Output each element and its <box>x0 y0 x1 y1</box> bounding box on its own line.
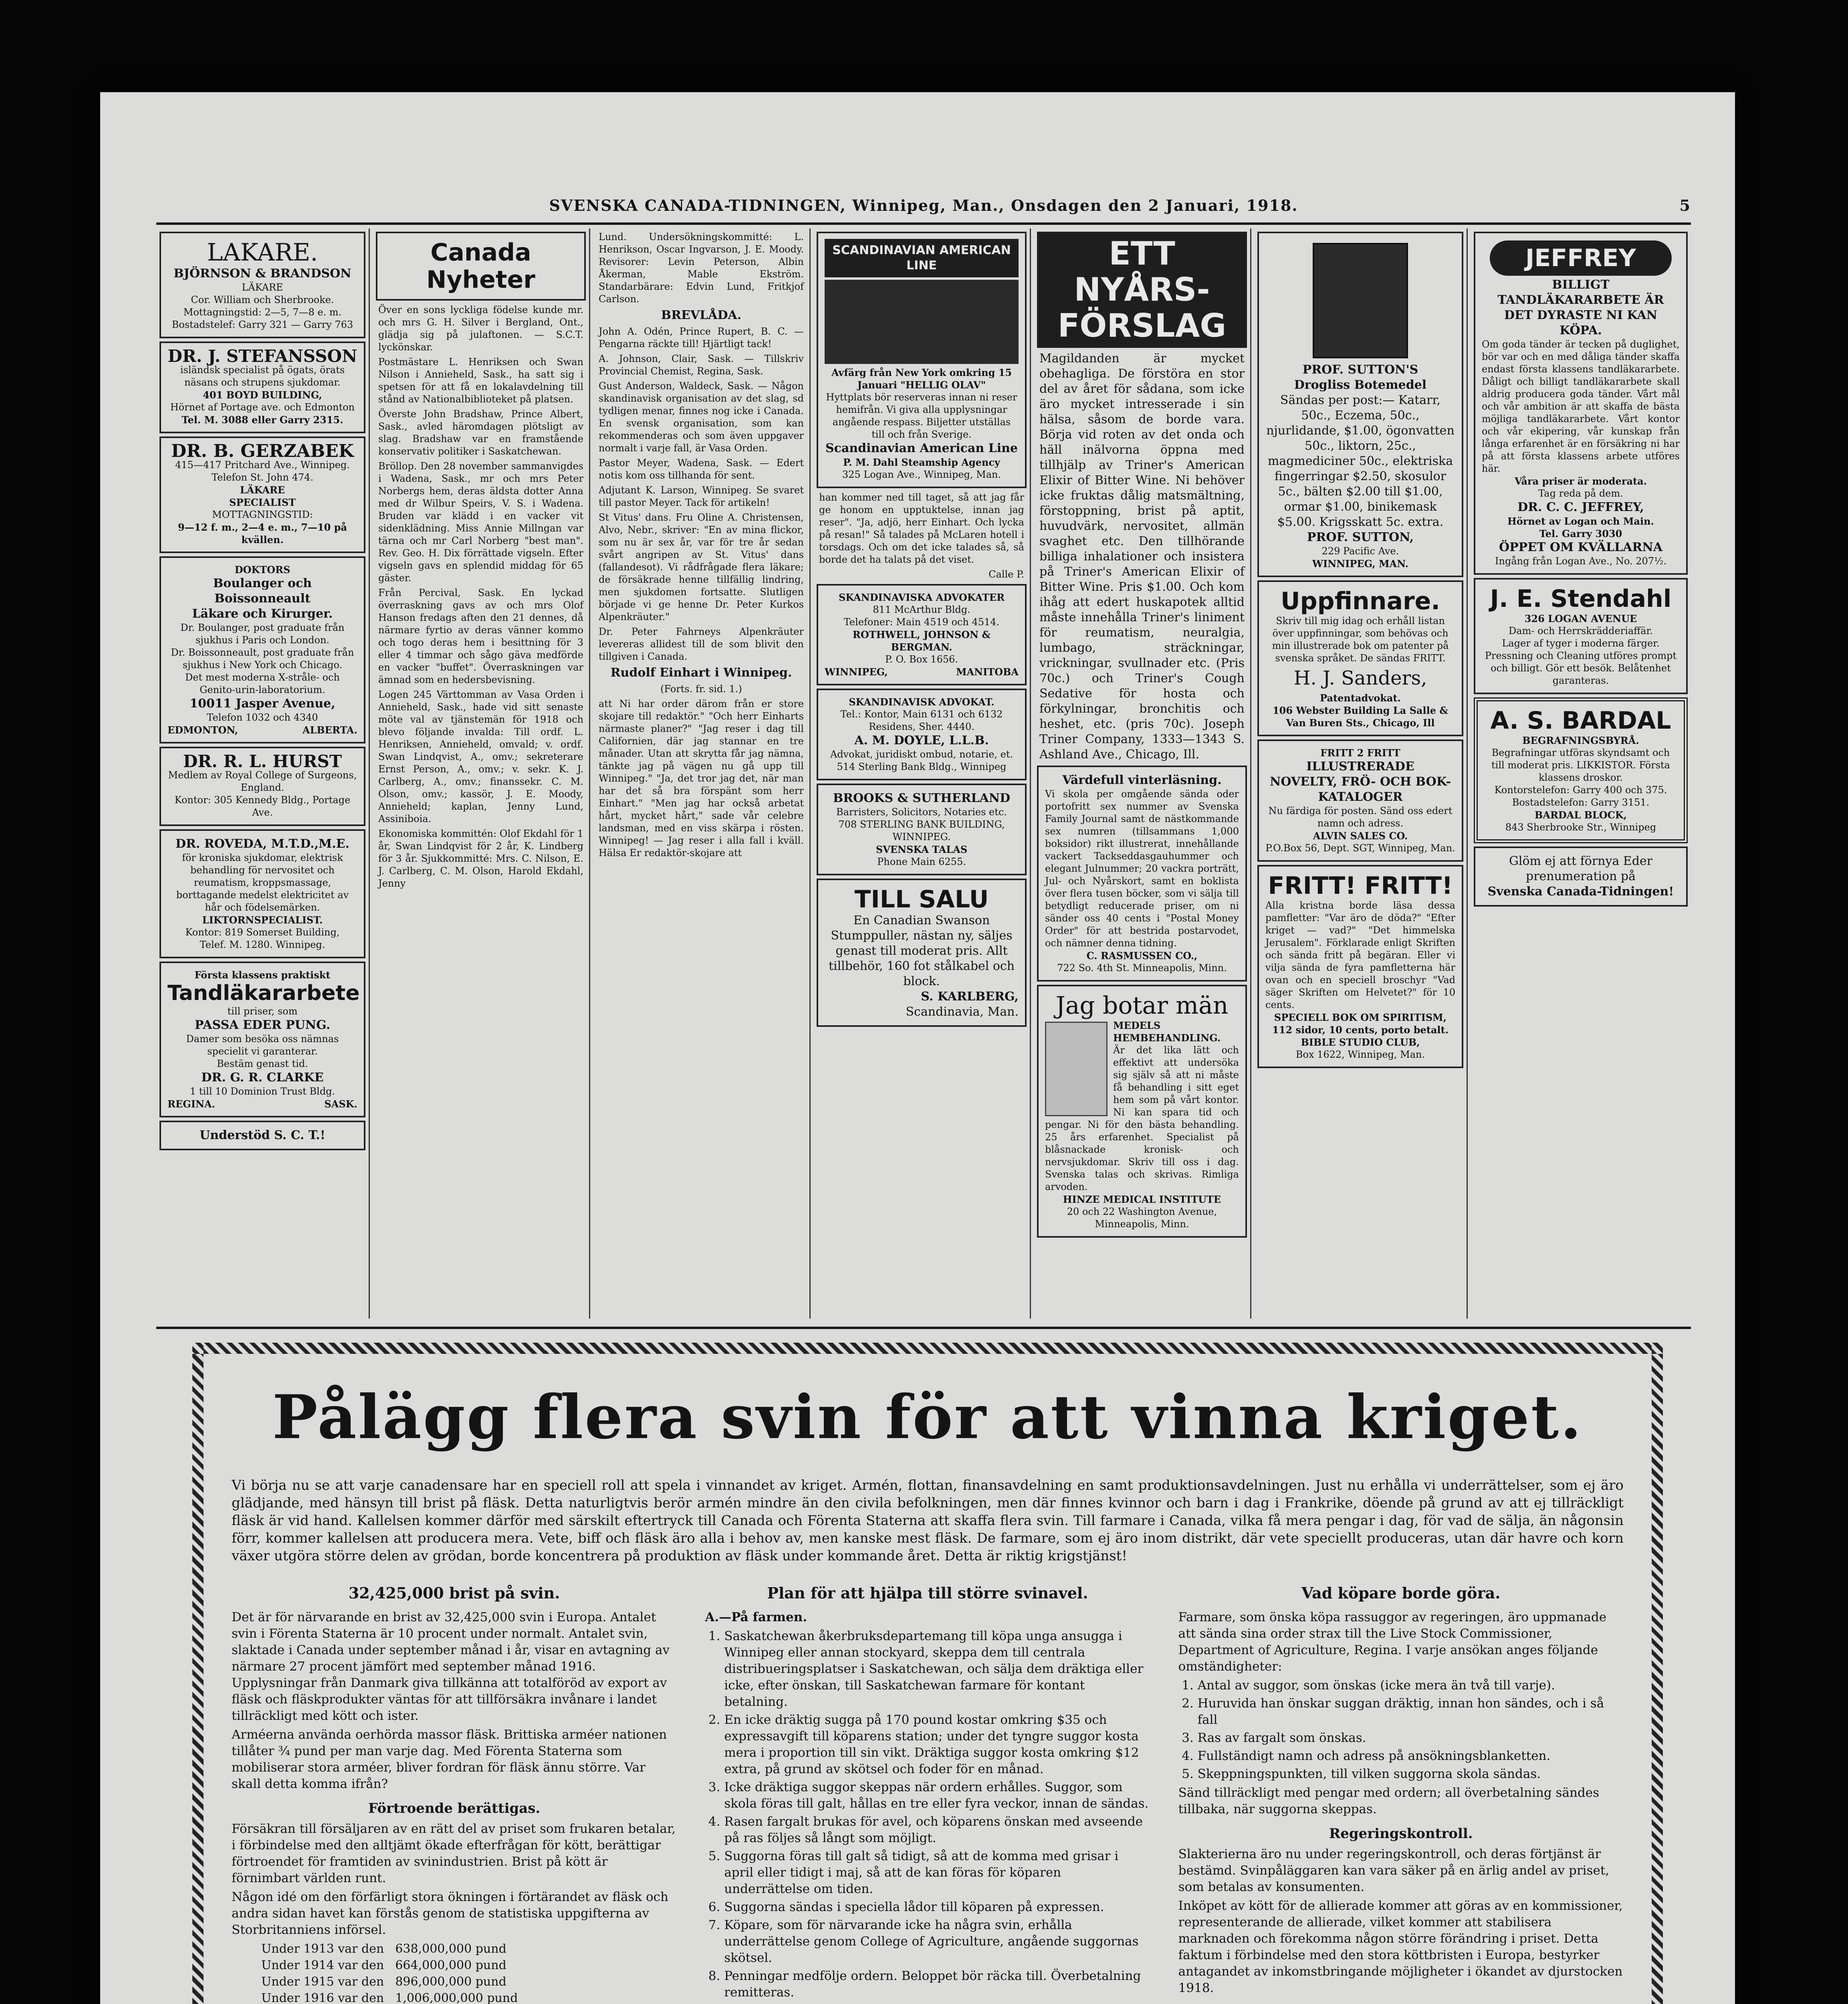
list-item: 7. Köpare, som för närvarande icke ha några svin, erhålla underrättelse genom College of Agriculture, angående suggornas skötsel. <box>724 1917 1150 1966</box>
hurst-name: DR. R. L. HURST <box>183 752 342 771</box>
table-cell: 664,000,000 pund <box>395 1958 506 1972</box>
adv-names: ROTHWELL, JOHNSON & BERGMAN. <box>852 629 991 653</box>
understod-ad: Understöd S. C. T.! <box>159 1121 365 1150</box>
canada-nyheter-title: Canada Nyheter <box>376 232 586 301</box>
salu-name: S. KARLBERG, <box>921 990 1019 1004</box>
jeffrey-pris: Våra priser är moderata. <box>1514 475 1647 487</box>
adv-addr: 811 McArthur Bldg. <box>873 604 970 615</box>
fritt-addr: P.O.Box 56, Dept. SGT, Winnipeg, Man. <box>1265 842 1455 854</box>
svin-title: Pålägg flera svin för att vinna kriget. <box>272 1382 1583 1452</box>
bardal-addr: 843 Sherbrooke Str., Winnipeg <box>1505 822 1656 833</box>
list-item: 1. Antal av suggor, som önskas (icke mera än två till varje). <box>1198 1677 1624 1694</box>
brist-p1: Det är för närvarande en brist av 32,425,000 svin i Europa. Antalet svin i Förenta Staterna är 10 procent under normalt. Antalet svin, slaktade i Canada under september månad i år, visar en avtagning av närmare 27 procent jämfört med september månad 1916. Upplysningar från Danmark giva tillkänna att totalföröd av export av fläsk och fläskprodukter väntas för att tillförsäkra invånare i landet tillräckligt med kött och ister. <box>232 1610 670 1723</box>
canada-nyheter-body <box>373 304 589 890</box>
table-cell: Under 1914 var den <box>261 1958 384 1972</box>
sutton-title: PROF. SUTTON'S <box>1302 363 1418 377</box>
ad-scandinavian-line <box>817 232 1027 488</box>
column-sutton <box>1254 228 1468 1319</box>
uppf-title: Uppfinnare. <box>1280 587 1440 615</box>
ad-sutton <box>1257 232 1463 577</box>
doktors-title: DOKTORS <box>234 564 291 576</box>
scand-line: Scandinavian American Line <box>825 441 1018 455</box>
fritt-title: NOVELTY, FRÖ- OCH BOK-KATALOGER <box>1269 775 1451 804</box>
brooks-role: Barristers, Solicitors, Notaries etc. <box>836 806 1007 818</box>
sutton-addr: 229 Pacific Ave. <box>1321 545 1399 557</box>
adv-box: P. O. Box 1656. <box>885 654 958 665</box>
ad-stefansson <box>159 341 365 433</box>
stendahl-addr: 326 LOGAN AVENUE <box>1524 613 1637 624</box>
ad-brooks <box>817 784 1027 875</box>
einhart-sign: Calle P. <box>989 569 1024 580</box>
fritt2-addr: Box 1622, Winnipeg, Man. <box>1295 1049 1425 1060</box>
news-p7: Ekonomiska kommittén: Olof Ekdahl för 1 år, Swan Lindqvist för 2 år, K. Lindberg för 3 år. Sjukkommitté: Mrs. C. Nilson, E. J. Carlberg, C. M. Olson, Harold Ekdahl, Jenny <box>378 828 583 889</box>
doctor-portrait <box>1045 1022 1108 1116</box>
gerzabek-hours: 9—12 f. m., 2—4 e. m., 7—10 på kvällen. <box>178 521 347 545</box>
news-p3: Överste John Bradshaw, Prince Albert, Sask., avled häromdagen plötsligt av slag. Bradshaw var en framstående konservativ politiker i Saskatchewan. <box>378 408 583 457</box>
sutton-portrait <box>1313 243 1408 358</box>
column-canada-nyheter <box>373 228 590 1319</box>
fritt-ill: ILLUSTRERADE <box>1306 760 1414 774</box>
salu-text: En Canadian Swanson Stumppuller, nästan ny, säljes genast till moderat pris. Allt tillbehör, 160 fot stålkabel och block. <box>828 913 1015 988</box>
ad-bardal <box>1474 697 1688 843</box>
jeffrey-name: DR. C. C. JEFFREY, <box>1517 500 1644 514</box>
bjornson-addr: Cor. William och Sherbrooke. <box>191 294 334 305</box>
roveda-addr: Kontor: 819 Somerset Building, <box>185 927 340 938</box>
stefansson-tel: Tel. M. 3088 eller Garry 2315. <box>182 414 343 426</box>
roveda-name: DR. ROVEDA, M.T.D.,M.E. <box>175 837 350 851</box>
doktors-line2: Dr. Boissonneault, post graduate från sjukhus i New York och Chicago. <box>171 647 354 671</box>
bjornson-hours: Mottagningstid: 2—5, 7—8 e. m. <box>183 307 342 318</box>
adv-title: SKANDINAVISKA ADVOKATER <box>838 592 1005 603</box>
lakare-heading: LAKARE. <box>207 238 318 267</box>
import-table <box>256 1941 523 2004</box>
bardal-text: Begrafningar utföras skyndsamt och till moderat pris. LIKKISTOR. Första klassens droskor. <box>1491 747 1670 783</box>
fritt2-book: SPECIELL BOK OM SPIRITISM, 112 sidor, 10 cents, porto betalt. <box>1272 1012 1449 1036</box>
clarke-title: Tandläkararbete <box>167 981 360 1005</box>
ad-stendahl <box>1474 578 1688 694</box>
rudolf-sub: (Forts. fr. sid. 1.) <box>660 683 742 695</box>
ad-prenumeration <box>1474 846 1688 907</box>
brist-p3: Försäkran till försäljaren av en rätt del av priset som frukaren betalar, i förbindelse med den alltjämt ökade efterfrågan för kött, berättigar förtroendet för framtiden av svinindustrien. Brist på kött är förnimbart världen runt. <box>232 1822 676 1885</box>
vard-name: C. RASMUSSEN CO., <box>1086 950 1198 962</box>
bjornson-tel: Bostadstelef: Garry 321 — Garry 763 <box>171 319 353 330</box>
clarke-passa: PASSA EDER PUNG. <box>194 1018 331 1032</box>
ad-uppfinnare <box>1257 580 1463 736</box>
scand-title: SCANDINAVIAN AMERICAN LINE <box>825 239 1019 277</box>
masthead-rule <box>156 222 1691 225</box>
list-item: 5. Suggorna föras till galt så tidigt, så att de komma med grisar i april eller tidigt i maj, så att de kan föras för köparen underrättelse om tiden. <box>724 1848 1150 1897</box>
kopare-p1: Farmare, som önska köpa rassuggor av regeringen, äro uppmanade att sända sina order strax till the Live Stock Commissioner, Department of Agriculture, Regina. I varje ansökan anges följande omständigheter: <box>1178 1610 1607 1674</box>
ship-image <box>825 280 1019 364</box>
clarke-prov: SASK. <box>324 1098 357 1110</box>
column-nyarsforslag <box>1034 228 1251 1319</box>
hurst-desc: Medlem av Royal College of Surgeons, England. <box>168 770 357 793</box>
brist-p2: Arméerna använda oerhörda massor fläsk. Brittiska arméer nationen tillåter ¾ pund per man varje dag. Med Förenta Staterna som mobiliserar stora arméer, bliver fordran för fläsk ännu större. Var skall detta komma ifrån? <box>232 1727 667 1791</box>
sutton-sub: Drogliss Botemedel <box>1294 378 1427 392</box>
salu-title: TILL SALU <box>854 885 989 913</box>
list-item: 8. Penningar medfölje ordern. Beloppet bör räcka till. Överbetalning remitteras. <box>724 1968 1150 2001</box>
ad-doyle <box>817 689 1027 780</box>
brooks-name: BROOKS & SUTHERLAND <box>833 791 1011 805</box>
doktors-city-row <box>167 724 357 736</box>
stefansson-bldg: 401 BOYD BUILDING, <box>203 389 322 401</box>
news-p6: Logen 245 Värttomman av Vasa Orden i Annieheld, Sask., hade vid sitt senaste möte val av tjänstemän för 1918 och blevo följande invalda: Till ordf. L. Henriksen, Annieheld, omvald; v. ordf. Swan Lindqvist, A., omv.; sekreterare Ernst Person, A., omv.; v. sekr. K. J. Carlberg, A., omv.; finanssekr. C. M. Olson, omv.; kassör, J. E. Moody, Annieheld; kaplan, Jenny Lund, Assiniboia. <box>378 689 583 824</box>
list-item: 4. Fullständigt namn och adress på ansökningsblanketten. <box>1198 1748 1624 1764</box>
gerzabek-specialist: SPECIALIST <box>229 497 296 508</box>
jeffrey-tel: Tel. Garry 3030 <box>1539 528 1622 539</box>
gerzabek-mott: MOTTAGNINGSTID: <box>212 509 313 520</box>
glom-text: Glöm ej att förnya Eder prenumeration på <box>1509 854 1653 883</box>
nyars-text: Magildanden är mycket obehagliga. De förstöra en stor del av året för sådana, som icke äro mycket intresserade i sin hälsa, såsom de borde vara. Börja vid roten av det onda och häll inälvorna öppna med tillhjälp av Triner's American Elixir of Bitter Wine. Ni behöver icke fruktas dålig matsmältning, förstoppning, brist på aptit, huvudvärk, nervositet, allmän svaghet etc. Den tillhörande billiga inhalationer och insistera på Triner's American Elixir of Bitter Wine. Pris $1.00. Och kom ihåg att edert huskapotek alltid måste innehålla Triner's liniment för reumatism, neuralgia, lumbago, sträckningar, vrickningar, svullnader etc. (Pris 70c.) och Triner's Cough Sedative för hosta och förkylningar, bronchitis och heshet, etc. (pris 70c). Joseph Triner Company, 1333—1343 S. Ashland Ave., Chicago, Ill. <box>1039 352 1245 762</box>
ad-gerzabek <box>159 436 365 553</box>
clarke-sub: till priser, som <box>227 1006 298 1017</box>
doyle-tel: Tel.: Kontor, Main 6131 och 6132 Residens, Sher. 4440. <box>840 709 1003 732</box>
news-p4: Bröllop. Den 28 november sammanvigdes i Wadena, Sask., mr och mrs Peter Norbergs hem, deras äldsta dotter Anna med dr Wilbur Speirs, V. S. i Wadena. Bruden var klädd i en vacker vit sidenklädning. Miss Annie Millngan var tärna och mr Carl Norberg "best man". Rev. Geo. H. Dix förrättade vigseln. Efter vigseln gavs en splendid middag för 65 gäster. <box>378 461 583 584</box>
table-cell: 638,000,000 pund <box>395 1942 506 1956</box>
list-item: 3. Icke dräktiga suggor skeppas när ordern erhålles. Suggor, som skola föras till galt, hållas en tre eller fyra veckor, innan de sändas. <box>724 1779 1150 1812</box>
doktors-line3: Det mest moderna X-stråle- och Genito-urin-laboratorium. <box>185 672 340 695</box>
brev-q6: St Vitus' dans. Fru Oline A. Christensen, Alvo, Nebr., skriver: "En av mina flickor, som nu är sex år, var för tre år sedan svårt angripen av St. Vitus' dans (fallandesot). Vi rådfrågade flera läkare; de försäkrade henne tillfällig lindring, men sjukdomen fortsatte. Slutligen började vi ge henne Dr. Peter Kurkos Alpenkräuter." <box>599 512 804 622</box>
fritt2-title: FRITT! FRITT! <box>1268 872 1453 900</box>
list-item: 6. Suggorna sändas i speciella lådor till köparen på expressen. <box>724 1899 1150 1915</box>
gerzabek-name: DR. B. GERZABEK <box>171 441 354 461</box>
sutton-text: Sändas per post:— Katarr, 50c., Eczema, 50c., njurlidande, $1.00, ögonvatten 50c., liktorn, 25c., magmediciner 50c., elektriska fingerringar $2.50, skosulor 5c., bälten $2.00 till $1.00, ormar $1.00, binikemask $5.00. Krigsskatt 5c. extra. <box>1266 393 1455 529</box>
list-item: 3. Ras av fargalt som önskas. <box>1198 1730 1624 1746</box>
ad-clarke <box>159 962 365 1117</box>
ad-doktors <box>159 556 365 743</box>
clarke-city-row <box>167 1098 357 1110</box>
einhart-end: han kommer ned till taget, så att jag får ge honom en upptuktelse, innan jag reser". "Ja, adjö, herr Einhart. Och lycka på resan!" Så talades på McLaren hotell i torsdags. Och om det icke talades så, så borde det ha talats på det viset. <box>819 492 1024 565</box>
doktors-prov: ALBERTA. <box>302 724 357 736</box>
ad-jag-botar <box>1037 985 1247 1238</box>
jeffrey-logo: JEFFREY <box>1490 240 1672 276</box>
jeffrey-addr: Hörnet av Logan och Main. <box>1507 515 1654 527</box>
brevlada-heading: BREVLÅDA. <box>661 308 742 322</box>
sutton-city: WINNIPEG, MAN. <box>1312 558 1408 570</box>
nyars-title: ETT NYÅRS-FÖRSLAG <box>1037 232 1247 348</box>
table-cell: 896,000,000 pund <box>395 1975 506 1989</box>
ad-bjornson <box>159 232 365 338</box>
ad-vinterlasning <box>1037 766 1247 982</box>
uppf-role: Patentadvokat. <box>1320 692 1401 704</box>
jag-text: Är det lika lätt och effektivt att undersöka sig själv så att ni måste få behandling i sitt eget hem som på vårt kontor. Ni kan spara tid och pengar. Ni för den bästa behandling. 25 års erfarenhet. Specialist på blåsnackade kronisk- och nervsjukdomar. Skriv till oss i dag. Svenska talas och skrivas. Rimliga arvoden. <box>1045 1044 1239 1192</box>
brooks-lang: SVENSKA TALAS <box>876 844 968 855</box>
page-number: 5 <box>1679 196 1691 214</box>
jag-name: HINZE MEDICAL INSTITUTE <box>1063 1194 1221 1205</box>
plan-a: A.—På farmen. <box>705 1610 807 1624</box>
fortroende-heading: Förtroende berättigas. <box>368 1800 541 1816</box>
scand-addr1: P. M. Dahl Steamship Agency <box>843 457 1000 468</box>
vard-text: Vi skola per omgående sända oder portofritt sex nummer av Svenska Family Journal samt de nästkommande sex numren (tillsammans 1,000 boksidor) rikt illustrerat, innehållande vackert Tackseddasgauhummer och elegant Julnummer; 20 vackra porträtt, Jul- och Nyårskort, samt en boklista över flera tusen böcker, som vi sälja till betydligt reducerade priser, om ni sänder oss 40 cents i "Postal Money Order" för att bestrida postarvodet, och nämner denna tidning. <box>1045 788 1239 949</box>
table-row <box>256 1941 523 1957</box>
jeffrey-tag: Tag reda på dem. <box>1538 488 1623 499</box>
hurst-addr: Kontor: 305 Kennedy Bldg., Portage Ave. <box>174 794 351 818</box>
brev-p0: Lund. Undersökningskommitté: L. Henrikson, Oscar Ingvarson, J. E. Moody. Revisorer: Levin Peterson, Albin Åkerman, Mable Ekström. Standarbärare: Edvin Lund, Fritkjof Carlson. <box>599 231 804 305</box>
gerzabek-addr: 415—417 Pritchard Ave., Winnipeg. <box>175 459 350 471</box>
brist-heading: 32,425,000 brist på svin. <box>348 1584 560 1602</box>
adv-city: WINNIPEG, <box>825 666 888 678</box>
table-row <box>256 1957 523 1974</box>
table-row <box>256 1974 523 1990</box>
jeffrey-ing: Ingång från Logan Ave., No. 207½. <box>1495 556 1666 567</box>
jeffrey-text: Om goda tänder är tecken på duglighet, bör var och en med dåliga tänder skaffa endast första klassens tandläkararbete. Dåligt och billigt tandläkararbete skall aldrig producera goda tänder. Vårt mål och vår ambition är att skaffa de bästa möjliga tandläkararbete. Vårt kontor och vår ekipering, vår kunskap från långa erfarenhet är en försäkring ni har på att första klassens arbete utföres här. <box>1482 339 1680 474</box>
doyle-role: Advokat, juridiskt ombud, notarie, et. <box>830 749 1013 760</box>
doktors-tel: Telefon 1032 och 4340 <box>207 712 318 723</box>
kopare-p2: Sänd tillräckligt med pengar med ordern; all överbetalning sändes tillbaka, när suggorna skeppas. <box>1178 1786 1600 1816</box>
list-item: 1. Saskatchewan åkerbruksdepartemang till köpa unga ansugga i Winnipeg eller annan stockyard, skeppa dem till centrala distribueringsplatser i Saskatchewan, och sälja dem dräktiga eller icke, efter önskan, till Saskatchewan farmare för kontant betalning. <box>724 1628 1150 1710</box>
vard-title: Värdefull vinterläsning. <box>1062 773 1222 787</box>
salu-addr: Scandinavia, Man. <box>906 1005 1019 1019</box>
doktors-name: Boulanger och Boissonneault <box>213 576 312 606</box>
fritt-hd: FRITT 2 FRITT <box>1320 747 1400 759</box>
jag-addr: 20 och 22 Washington Avenue, Minneapolis, Minn. <box>1067 1206 1217 1230</box>
doktors-addr: 10011 Jasper Avenue, <box>190 697 335 711</box>
doktors-city: EDMONTON, <box>167 724 238 736</box>
clarke-name: DR. G. R. CLARKE <box>201 1071 324 1085</box>
ad-skand-advokater <box>817 584 1027 685</box>
brooks-tel: Phone Main 6255. <box>877 856 966 867</box>
column-scandinavian <box>813 228 1031 1319</box>
ad-till-salu <box>817 879 1027 1027</box>
ad-kataloger <box>1257 739 1463 862</box>
column-doctors <box>156 228 370 1319</box>
scand-sail: Avfärg från New York omkring 15 Januari "HELLIG OLAV" <box>831 367 1012 391</box>
bardal-block: BARDAL BLOCK, <box>1535 809 1627 821</box>
doktors-role: Läkare och Kirurger. <box>192 607 333 621</box>
ad-jeffrey <box>1474 232 1688 575</box>
uppf-addr: 106 Webster Building La Salle & Van Buren Sts., Chicago, Ill <box>1272 705 1448 729</box>
brev-q5: Adjutant K. Larson, Winnipeg. Se svaret till pastor Meyer. Tack för artikeln! <box>599 485 804 508</box>
fritt-name: ALVIN SALES CO. <box>1313 830 1408 842</box>
table-cell: Under 1913 var den <box>261 1942 384 1956</box>
clarke-city: REGINA. <box>167 1098 215 1110</box>
bardal-role: BEGRAFNINGSBYRÅ. <box>1522 735 1639 746</box>
list-item: 4. Rasen fargalt brukas för avel, och köparens önskan med avseende på ras följes så långt som möjligt. <box>724 1814 1150 1846</box>
table-cell: Under 1916 var den <box>261 1991 384 2004</box>
svin-col-brist <box>232 1581 677 2004</box>
mid-rule <box>156 1327 1691 1329</box>
brev-q4: Pastor Meyer, Wadena, Sask. — Edert notis kom oss tillhanda för sent. <box>599 457 804 481</box>
news-p5: Från Percival, Sask. En lyckad överraskning gavs av och mrs Olof Hanson fredags aften den 21 dennes, då närmare fyrtio av deras vänner kommo och togo deras hem i besittning för 3 eller 4 timmar och sågo gäva medförde en vacker "buffet". Överraskningen var ämnad som en hedersbevisning. <box>378 587 583 685</box>
sutton-name: PROF. SUTTON, <box>1307 530 1414 544</box>
brist-p4: Någon idé om den förfärligt stora ökningen i förtärandet av fläsk och andra sidan havet kan förstås genom de statistiska uppgifterna av Storbritanniens införsel. <box>232 1890 668 1937</box>
brev-q2: A. Johnson, Clair, Sask. — Tillskriv Provincial Chemist, Regina, Sask. <box>599 353 804 377</box>
brev-q3: Gust Anderson, Waldeck, Sask. — Någon skandinavisk organisation av det slag, sd tydligen menar, finnes nog icke i Canada. En svensk organisation, som kan rekommenderas och som även uppgaver normalt i varje fall, är Vasa Orden. <box>599 380 804 454</box>
doyle-addr: 514 Sterling Bank Bldg., Winnipeg <box>837 761 1007 772</box>
stefansson-name: DR. J. STEFANSSON <box>167 346 357 366</box>
masthead <box>156 196 1691 220</box>
column-jeffrey <box>1471 228 1691 1319</box>
clarke-bestam: Bestäm genast tid. <box>217 1058 308 1069</box>
scand-p1: Hyttplats bör reserveras innan ni reser hemifrån. Vi giva alla upplysningar angående respass. Biljetter utställas till och från Sverige. <box>826 392 1017 440</box>
adv-city-row <box>825 666 1019 678</box>
brev-q1: John A. Odén, Prince Rupert, B. C. — Pengarna räckte till! Hjärtligt tack! <box>599 326 804 349</box>
adv-tel: Telefoner: Main 4519 och 4514. <box>843 616 1000 628</box>
svin-banner-inner <box>204 1354 1652 2004</box>
svin-col-plan <box>705 1581 1150 2004</box>
kopare-list <box>1178 1677 1624 1782</box>
table-cell: 1,006,000,000 pund <box>395 1991 518 2004</box>
roveda-desc: för kroniska sjukdomar, elektrisk behandling för nervositet och reumatism, kroppsmassage, borttagande medelst elektricitet av hår och födelsemärken. <box>176 852 349 913</box>
stendahl-name: J. E. Stendahl <box>1490 585 1672 613</box>
gerzabek-lakare: LÄKARE <box>240 484 285 496</box>
ad-fritt-pamfletter <box>1257 865 1463 1068</box>
adv-prov: MANITOBA <box>956 666 1019 678</box>
rudolf-text: att Ni har order därom från er store skojare till redaktör." "Och herr Einharts närmaste planer?" "Jag reser i dag till Californien, där jag stannar en tre månader. Utan att skrytta får jag nämna, tänkte jag på vägen nu gå upp till Winnipeg." "Ja, det tror jag det, när man har det så bra förspänt som herr Einhart." "Men jag har också arbetat hårt, mycket hårt," sade vår celebre landsman, med en viss skärpa i rösten. Winnipeg! — Jag reser i alla fall i kväll. Hälsa Er redaktör-skojare att <box>599 698 804 859</box>
jeffrey-title: BILLIGT TANDLÄKARARBETE ÄR DET DYRASTE NI KAN KÖPA. <box>1497 278 1664 337</box>
news-p2: Postmästare L. Henriksen och Swan Nilson i Annieheld, Sask., ha satt sig i spetsen för att få en lokalavdelning till stånd av Nationalbiblioteket på platsen. <box>378 356 583 405</box>
glom-name: Svenska Canada-Tidningen! <box>1487 885 1674 899</box>
svin-banner <box>192 1343 1663 2004</box>
kopare-p4: Inköpet av kött för de allierade kommer att göras av en kommissioner, representerande de allierade, vilket kommer att stabilisera marknaden och förekomma någon större förändring i priset. Detta faktum i förbindelse med den stora köttbristen i Europa, bestyrker antagandet av inkomstbringande möjligheter i ökandet av djurstocken 1918. <box>1178 1899 1623 1995</box>
rudolf-title: Rudolf Einhart i Winnipeg. <box>610 666 792 680</box>
doyle-name: A. M. DOYLE, L.L.B. <box>854 733 989 747</box>
stefansson-addr: Hörnet af Portage ave. och Edmonton <box>170 402 355 413</box>
masthead-text: SVENSKA CANADA-TIDNINGEN, Winnipeg, Man., Onsdagen den 2 Januari, 1918. <box>549 196 1298 214</box>
stendahl-role: Dam- och Herrskrädderiaffär. <box>1509 625 1653 636</box>
brev-q7: Dr. Peter Fahrneys Alpenkräuter levereras allidest till de som blivit den tillgiven i Canada. <box>599 626 804 662</box>
roveda-liktorn: LIKTORNSPECIALIST. <box>202 914 323 926</box>
stefansson-desc: isländsk specialist på ögats, örats näsans och strupens sjukdomar. <box>180 364 345 388</box>
fritt2-name: BIBLE STUDIO CLUB, <box>1301 1036 1420 1048</box>
brevlada-body <box>593 231 809 859</box>
svin-intro: Vi börja nu se att varje canadensare har en speciell roll att spela i vinnandet av kriget. Armén, flottan, finansavdelning en samt produktionsavdelningen. Just nu erhålla vi underrättelser, som ej äro glädjande, med hänsyn till brist på fläsk. Detta naturligtvis berör armén mindre än den civila befolkningen, men där finnes kvinnor och barn i dag i Frankrike, döende på grund av att ej tillräckligt fläsk är vid hand. Kallelsen kommer därför med särskilt eftertryck till Canada och Förenta Staterna att skaffa flera svin. Till farmare i Canada, vilka få mera pengar i dag, för vad de sälja, än någonsin förr, kommer kallelsen att producera mera. Vete, biff och fläsk äro alla i behov av, men kanske mest fläsk. De farmare, som ej äro inom distrikt, där vete speciellt produceras, utan där havre och korn växer utgöra större delen av grödan, borde koncentrera på produktion av fläsk under kommande året. Detta är riktig krigstjänst! <box>232 1477 1624 1564</box>
fritt2-text: Alla kristna borde läsa dessa pamfletter: "Var äro de döda?" "Efter kriget — vad?" "Det himmelska Jerusalem". Förklarade enligt Skriften och sända fritt på begäran. Eller vi vilja sända de fyra pamfletterna här ovan och en speciell broschyr "Vad säger Skriften om Helvetet?" för 10 cents. <box>1265 900 1455 1010</box>
roveda-tel: Telef. M. 1280. Winnipeg. <box>200 939 325 950</box>
news-p1: Över en sons lyckliga födelse kunde mr. och mrs G. H. Silver i Bergland, Ont., glädja sig på julaftonen. — S.C.T. lyckönskar. <box>378 304 583 353</box>
clarke-line: Damer som besöka oss nämnas specielit vi garanterar. <box>186 1033 339 1057</box>
plan-heading: Plan för att hjälpa till större svinavel. <box>767 1584 1088 1602</box>
newspaper-page <box>100 92 1735 2004</box>
plan-list-farm <box>705 1628 1150 2001</box>
ad-roveda <box>159 829 365 958</box>
table-cell: Under 1915 var den <box>261 1975 384 1989</box>
table-row <box>256 1990 523 2004</box>
list-item: 2. En icke dräktig sugga på 170 pound kostar omkring $35 och expressavgift till köparens station; under det tyngre suggor kosta mera i proportion till sin vikt. Dräktiga suggor kosta omkring $12 extra, på grund av skötsel och foder för en månad. <box>724 1712 1150 1778</box>
vard-addr: 722 So. 4th St. Minneapolis, Minn. <box>1057 962 1227 974</box>
doktors-line1: Dr. Boulanger, post graduate från sjukhus i Paris och London. <box>180 622 345 646</box>
bardal-tel: Kontorstelefon: Garry 400 och 375. Bostadstelefon: Garry 3151. <box>1494 784 1667 808</box>
svin-columns <box>232 1581 1624 2004</box>
gerzabek-tel: Telefon St. John 474. <box>211 472 314 483</box>
bardal-name: A. S. BARDAL <box>1490 707 1671 735</box>
clarke-pre: Första klassens praktiskt <box>194 969 331 981</box>
kopare-heading: Vad köpare borde göra. <box>1301 1584 1501 1602</box>
scand-addr2: 325 Logan Ave., Winnipeg, Man. <box>842 469 1001 480</box>
column-brevlada <box>593 228 811 1319</box>
list-item: 5. Skeppningspunkten, till vilken suggorna skola sändas. <box>1198 1766 1624 1782</box>
uppf-name: H. J. Sanders, <box>1293 667 1427 689</box>
list-item: 2. Huruvida han önskar suggan dräktig, innan hon sändes, och i så fall <box>1198 1695 1624 1728</box>
svin-col-kopare <box>1178 1581 1624 2004</box>
bjornson-name: BJÖRNSON & BRANDSON <box>174 267 351 281</box>
doyle-hd: SKANDINAVISK ADVOKAT. <box>849 696 995 708</box>
bjornson-role: LÄKARE <box>242 282 283 293</box>
brooks-addr: 708 STERLING BANK BUILDING, WINNIPEG. <box>838 819 1005 842</box>
kopare-p3: Slakterierna äro nu under regeringskontroll, och deras förtjänst är bestämd. Svinpåläggaren kan vara säker på en ärlig andel av priset, som betalas av konsumenten. <box>1178 1847 1610 1894</box>
stendahl-text: Lager af tyger i moderna färger. Pressning och Cleaning utföres prompt och billigt. Gör ett besök. Belåtenhet garanteras. <box>1485 638 1677 686</box>
jag-title: Jag botar män <box>1055 992 1229 1020</box>
clarke-addr: 1 till 10 Dominion Trust Bldg. <box>190 1086 335 1097</box>
regering-heading: Regeringskontroll. <box>1329 1826 1473 1842</box>
uppf-text: Skriv till mig idag och erhåll listan över uppfinningar, som behövas och min illustrerade bok om patenter på svenska språket. De sändas FRITT. <box>1272 615 1449 664</box>
jag-sub: MEDELS HEMBEHANDLING. <box>1113 1020 1221 1044</box>
ad-hurst <box>159 747 365 826</box>
jeffrey-open: ÖPPET OM KVÄLLARNA <box>1499 540 1663 554</box>
fritt-text: Nu färdiga för posten. Sänd oss edert namn och adress. <box>1268 805 1453 829</box>
